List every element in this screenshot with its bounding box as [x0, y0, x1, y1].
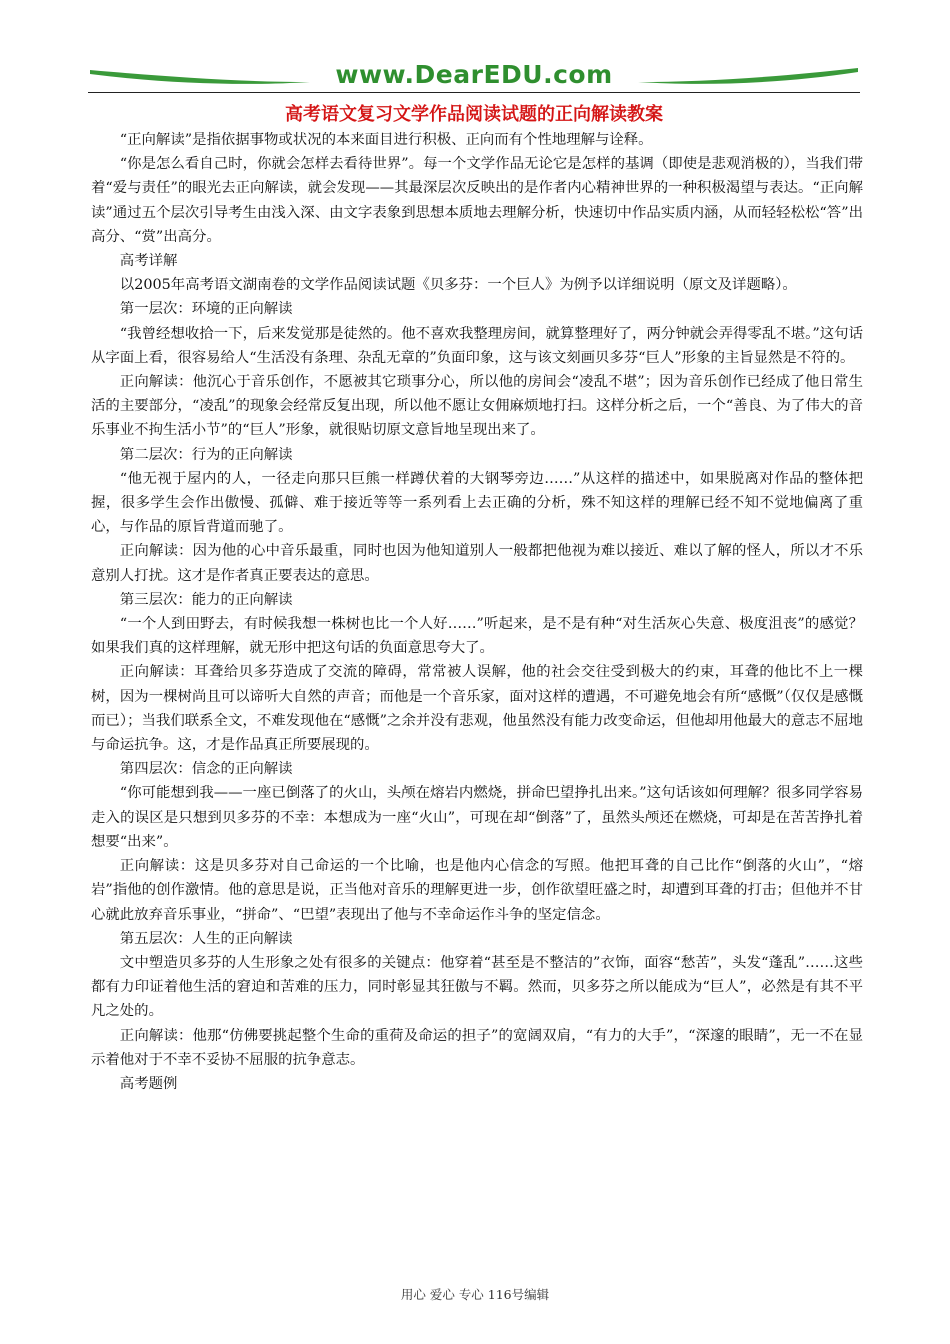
section-heading: 第二层次：行为的正向解读 — [119, 446, 293, 463]
section-heading: 第三层次：能力的正向解读 — [119, 591, 293, 608]
paragraph: 正向解读：他沉心于音乐创作，不愿被其它琐事分心，所以他的房间会“凌乱不堪”；因为音乐创作已经成了他日常生活的主要部分，“凌乱”的现象会经常反复出现，所以他不愿让女佣麻烦地打扫。这样分析之后，一个“善良、为了伟大的音乐事业不拘生活小节”的“巨人”形象，就很贴切原文意旨地呈现出来了。 — [91, 374, 863, 439]
paragraph: 正向解读：他那“仿佛要挑起整个生命的重荷及命运的担子”的宽阔双肩，“有力的大手”，“深邃的眼睛”，无一不在显示着他对于不幸不妥协不屈服的抗争意志。 — [91, 1027, 863, 1068]
header-divider — [88, 92, 860, 93]
paragraph: “正向解读”是指依据事物或状况的本来面目进行积极、正向而有个性地理解与诠释。 — [119, 132, 653, 148]
page-footer: 用心 爱心 专心 116号编辑 — [400, 1287, 550, 1302]
paragraph: “一个人到田野去，有时候我想一株树也比一个人好……”听起来，是不是有种“对生活灰心失意、极度沮丧”的感觉？如果我们真的这样理解，就无形中把这句话的负面意思夸大了。 — [91, 616, 863, 657]
paragraph: 以2005年高考语文湖南卷的文学作品阅读试题《贝多芬：一个巨人》为例予以详细说明（原文及详题略）。 — [119, 277, 797, 294]
paragraph: “我曾经想收拾一下，后来发觉那是徒然的。他不喜欢我整理房间，就算整理好了，两分钟就会弄得零乱不堪。”这句话从字面上看，很容易给人“生活没有条理、杂乱无章的”负面印象，这与该文刻画贝多芬“巨人”形象的主旨显然是不符的。 — [91, 325, 863, 366]
site-logo-text: www.DearEDU.com — [335, 60, 613, 89]
paragraph: “你是怎么看自己时，你就会怎样去看待世界”。每一个文学作品无论它是怎样的基调（即使是悲观消极的），当我们带着“爱与责任”的眼光去正向解读，就会发现——其最深层次反映出的是作者内心精神世界的一种积极渴望与表达。“正向解读”通过五个层次引导考生由浅入深、由文字表象到思想本质地去理解分析，快速切中作品实质内涵，从而轻轻松松“答”出高分、“赏”出高分。 — [91, 156, 863, 245]
paragraph: 正向解读：因为他的心中音乐最重，同时也因为他知道别人一般都把他视为难以接近、难以了解的怪人，所以才不乐意别人打扰。这才是作者真正要表达的意思。 — [91, 543, 863, 584]
paragraph: 正向解读：这是贝多芬对自己命运的一个比喻，也是他内心信念的写照。他把耳聋的自己比作“倒落的火山”，“熔岩”指他的创作激情。他的意思是说，正当他对音乐的理解更进一步，创作欲望旺盛之时，却遭到耳聋的打击；但他并不甘心就此放弃音乐事业，“拼命”、“巴望”表现出了他与不幸命运作斗争的坚定信念。 — [91, 858, 863, 923]
section-heading: 高考详解 — [119, 253, 178, 270]
page-title: 高考语文复习文学作品阅读试题的正向解读教案 — [285, 104, 663, 125]
site-header — [88, 60, 860, 94]
paragraph: “他无视于屋内的人，一径走向那只巨熊一样蹲伏着的大钢琴旁边……”从这样的描述中，如果脱离对作品的整体把握，很多学生会作出傲慢、孤僻、难于接近等等一系列看上去正确的分析，殊不知这样的理解已经不知不觉地偏离了重心，与作品的原旨背道而驰了。 — [91, 470, 863, 536]
article-body — [91, 128, 863, 1096]
section-heading: 第一层次：环境的正向解读 — [119, 301, 293, 318]
paragraph: 文中塑造贝多芬的人生形象之处有很多的关键点：他穿着“甚至是不整洁的”衣饰，面容“愁苦”，头发“蓬乱”……这些都有力印证着他生活的窘迫和苦难的压力，同时彰显其狂傲与不羁。然而，贝多芬之所以能成为“巨人”，必然是有其不平凡之处的。 — [91, 954, 863, 1020]
paragraph: “你可能想到我——一座已倒落了的火山，头颅在熔岩内燃烧，拼命巴望挣扎出来。”这句话该如何理解？很多同学容易走入的误区是只想到贝多芬的不幸：本想成为一座“火山”，可现在却“倒落”了，虽然头颅还在燃烧，可却是在苦苦挣扎着想要“出来”。 — [91, 785, 863, 850]
paragraph: 正向解读：耳聋给贝多芬造成了交流的障碍，常常被人误解，他的社会交往受到极大的约束，耳聋的他比不上一棵树，因为一棵树尚且可以谛听大自然的声音；而他是一个音乐家，面对这样的遭遇，不可避免地会有所“感慨”（仅仅是感慨而已）；当我们联系全文，不难发现他在“感慨”之余并没有悲观，他虽然没有能力改变命运，但他却用他最大的意志不屈地与命运抗争。这，才是作品真正所要展现的。 — [91, 664, 863, 754]
section-heading: 高考题例 — [119, 1075, 178, 1092]
section-heading: 第四层次：信念的正向解读 — [119, 761, 293, 778]
section-heading: 第五层次：人生的正向解读 — [119, 930, 293, 947]
